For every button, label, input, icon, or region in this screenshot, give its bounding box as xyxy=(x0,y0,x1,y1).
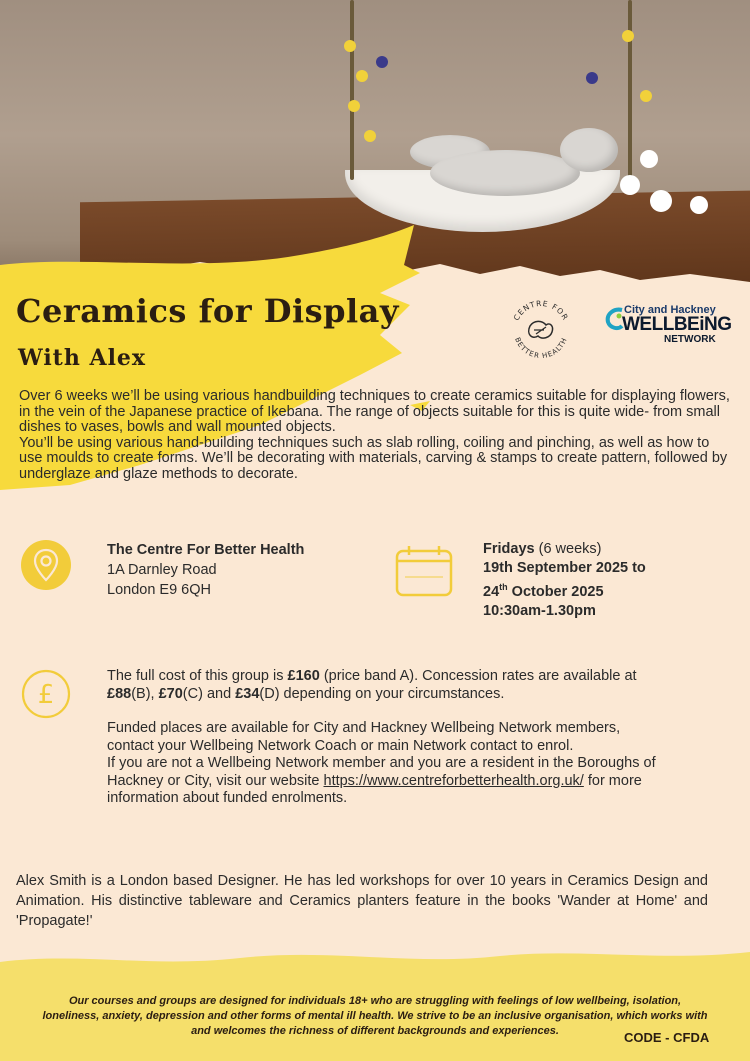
website-link[interactable]: https://www.centreforbetterhealth.org.uk/ xyxy=(323,772,584,789)
svg-text:BETTER HEALTH xyxy=(513,336,569,360)
location-pin-icon xyxy=(21,540,71,590)
logo-text-top: CENTRE FOR xyxy=(511,298,571,323)
cost-details xyxy=(107,668,667,808)
location-details xyxy=(107,540,304,600)
intro-paragraph-2: You’ll be using various hand-building techniques such as slab rolling, coiling and pinching, as well as how to use moulds to create forms. We’ll be decorating with materials, carving & stamps to create pattern, followed by underglaze and glaze methods to decorate. xyxy=(19,434,728,482)
logo-line-2: WELLBEiNG xyxy=(622,314,732,335)
schedule-time: 10:30am-1.30pm xyxy=(483,602,596,619)
page-subtitle: With Alex xyxy=(18,345,147,371)
course-code: CODE - CFDA xyxy=(624,1030,710,1045)
flower xyxy=(622,30,634,42)
stone xyxy=(430,150,580,196)
logo-text-bottom: BETTER HEALTH xyxy=(513,336,569,361)
non-member-paragraph xyxy=(107,755,667,808)
stem xyxy=(350,0,354,180)
price-band-d: £34 xyxy=(235,685,260,702)
schedule-start: 19th September 2025 to xyxy=(483,560,646,576)
stone xyxy=(560,128,618,172)
flower xyxy=(620,175,640,195)
stem xyxy=(628,0,632,180)
pound-icon xyxy=(20,668,72,720)
schedule-end-rest: October 2025 xyxy=(507,583,604,600)
price-full: £160 xyxy=(287,668,320,684)
funded-places-text: Funded places are available for City and Hackney Wellbeing Network members, contact your Wellbeing Network Coach or main Network contact to enrol. xyxy=(107,720,621,754)
tutor-bio: Alex Smith is a London based Designer. He has led workshops for over 10 years in Ceramics Design and Animation. His distinctive tableware and Ceramics planters feature in the books 'Wander at Home' and 'Propagate!' xyxy=(16,873,708,929)
schedule-details xyxy=(483,540,646,621)
flower xyxy=(640,90,652,102)
schedule-end-suffix: th xyxy=(499,582,508,592)
cost-paragraph xyxy=(107,668,667,703)
svg-text:£: £ xyxy=(37,680,55,710)
flower xyxy=(348,100,360,112)
svg-text:CENTRE FOR xyxy=(512,299,570,322)
price-band-c: £70 xyxy=(158,685,183,702)
calendar-icon xyxy=(395,545,453,597)
non-member-text: If you are not a Wellbeing Network member and you are a resident in the Boroughs of Hackney or City, visit our website xyxy=(107,755,656,789)
logo-line-1: City and Hackney xyxy=(624,304,716,316)
cost-text: (D) depending on your circumstances. xyxy=(259,685,505,702)
cost-text: (B), xyxy=(131,685,159,702)
address-line-2: London E9 6QH xyxy=(107,582,211,598)
venue-name: The Centre For Better Health xyxy=(107,542,305,558)
logo-line-3: NETWORK xyxy=(664,334,716,345)
intro-paragraph-1: Over 6 weeks we’ll be using various handbuilding techniques to create ceramics suitable for displaying flowers, in the vein of the Japanese practice of Ikebana. The range of objects suitable for this is quite wide- from small dishes to vases, bowls and wall mounted objects. xyxy=(19,388,730,435)
flower xyxy=(640,150,658,168)
flower xyxy=(344,40,356,52)
price-band-b: £88 xyxy=(107,685,132,702)
schedule-duration: (6 weeks) xyxy=(534,541,602,557)
address-line-1: 1A Darnley Road xyxy=(107,562,217,578)
flower xyxy=(690,196,708,214)
flower xyxy=(364,130,376,142)
intro-text xyxy=(19,389,731,482)
flower xyxy=(376,56,388,68)
flower xyxy=(650,190,672,212)
flower xyxy=(356,70,368,82)
flower xyxy=(586,72,598,84)
cost-text: (C) and xyxy=(182,685,236,702)
cost-text: The full cost of this group is xyxy=(107,668,288,684)
non-member-text: for more information about funded enrolments. xyxy=(107,772,642,806)
wellbeing-network-logo xyxy=(604,304,730,344)
schedule-day: Fridays xyxy=(483,541,535,557)
eligibility-statement: Our courses and groups are designed for individuals 18+ who are struggling with feelings of low wellbeing, isolation, loneliness, anxiety, depression and other forms of mental ill health. We strive to be an inclusive organisation, which works with and welcomes the richness of different backgrounds and experiences. xyxy=(42,995,708,1037)
cost-text: (price band A). Concession rates are available at xyxy=(319,668,637,684)
schedule-end-day: 24 xyxy=(483,583,500,600)
centre-for-better-health-logo xyxy=(506,296,576,366)
schedule-end xyxy=(483,578,646,602)
wellbeing-swirl-icon xyxy=(604,306,624,332)
page-title: Ceramics for Display xyxy=(16,292,399,330)
